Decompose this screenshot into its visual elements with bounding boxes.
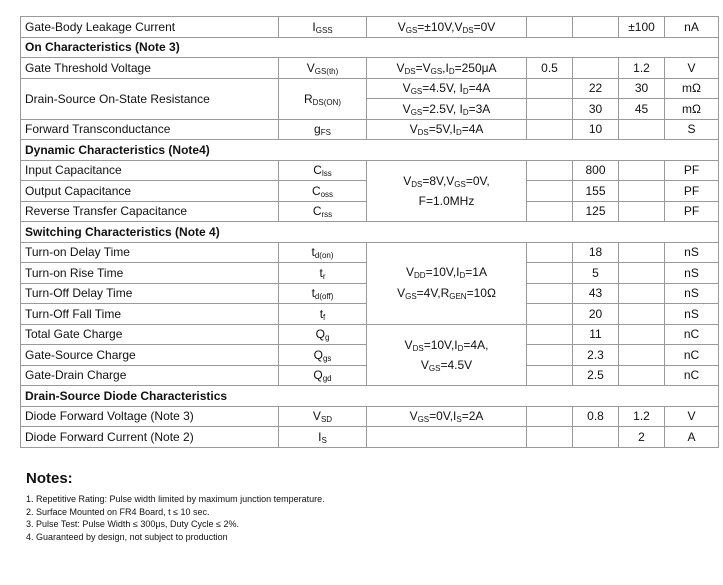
unit-cell: PF (665, 201, 719, 222)
symbol-cell: $R_{DS(ON)}$ (279, 78, 367, 119)
table-row (21, 17, 719, 38)
condition-cell: $V_{GS}=2.5V$, $I_D=3A$ (367, 99, 527, 120)
typ-cell: 18 (573, 242, 619, 263)
param-cell: Gate-Source Charge (21, 345, 279, 366)
symbol-cell: $Q_{gd}$ (279, 365, 367, 386)
min-cell (527, 345, 573, 366)
unit-cell: nA (665, 17, 719, 38)
min-cell (527, 365, 573, 386)
condition-line: $V_{DD}=10V,I_D=1A$ (406, 265, 487, 280)
param-cell: Turn-Off Fall Time (21, 304, 279, 325)
table-row (21, 58, 719, 79)
max-cell (619, 119, 665, 140)
unit-cell: nS (665, 304, 719, 325)
symbol-cell: $I_S$ (279, 427, 367, 448)
min-cell (527, 406, 573, 427)
typ-cell: 0.8 (573, 406, 619, 427)
min-cell (527, 99, 573, 120)
param-cell: Input Capacitance (21, 160, 279, 181)
table-row (21, 406, 719, 427)
typ-cell (573, 17, 619, 38)
condition-line: $V_{DS}=8V,V_{GS}=0V$, (403, 173, 490, 189)
symbol-cell: $C_{oss}$ (279, 181, 367, 202)
notes-list (26, 493, 325, 543)
min-cell (527, 242, 573, 263)
min-cell (527, 263, 573, 284)
typ-cell: 5 (573, 263, 619, 284)
unit-cell: PF (665, 181, 719, 202)
condition-cell: $V_{DS}=5V,I_D=4A$ (367, 119, 527, 140)
unit-cell: PF (665, 160, 719, 181)
table-row (21, 160, 719, 181)
param-cell: Drain-Source On-State Resistance (21, 78, 279, 119)
min-cell (527, 181, 573, 202)
param-cell: Diode Forward Current (Note 2) (21, 427, 279, 448)
condition-cell: $V_{GS}=0V,I_S=2A$ (367, 406, 527, 427)
param-cell: Gate-Body Leakage Current (21, 17, 279, 38)
unit-cell: mΩ (665, 99, 719, 120)
symbol-cell: $C_{lss}$ (279, 160, 367, 181)
typ-cell: 30 (573, 99, 619, 120)
unit-cell: V (665, 406, 719, 427)
max-cell (619, 263, 665, 284)
symbol-cell: $Q_{gs}$ (279, 345, 367, 366)
table-row (21, 427, 719, 448)
param-cell: Turn-on Delay Time (21, 242, 279, 263)
condition-line: F=1.0MHz (418, 193, 475, 208)
min-cell (527, 427, 573, 448)
unit-cell: A (665, 427, 719, 448)
typ-cell: 155 (573, 181, 619, 202)
max-cell (619, 242, 665, 263)
max-cell: 1.2 (619, 58, 665, 79)
symbol-cell: $V_{SD}$ (279, 406, 367, 427)
typ-cell: 11 (573, 324, 619, 345)
param-cell: Forward Transconductance (21, 119, 279, 140)
note-item: 3. Pulse Test: Pulse Width ≤ 300μs, Duty Cycle ≤ 2%. (26, 519, 239, 529)
unit-cell: nS (665, 263, 719, 284)
min-cell (527, 304, 573, 325)
max-cell: 45 (619, 99, 665, 120)
min-cell (527, 119, 573, 140)
condition-cell: $V_{GS}=\pm 10V,V_{DS}=0V$ (367, 17, 527, 38)
typ-cell: 22 (573, 78, 619, 99)
note-item: 2. Surface Mounted on FR4 Board, t ≤ 10 sec. (26, 506, 210, 517)
min-cell (527, 201, 573, 222)
param-cell: Reverse Transfer Capacitance (21, 201, 279, 222)
condition-cell (367, 324, 527, 386)
param-cell: Diode Forward Voltage (Note 3) (21, 406, 279, 427)
symbol-cell: $t_r$ (279, 263, 367, 284)
typ-cell: 125 (573, 201, 619, 222)
param-cell: Output Capacitance (21, 181, 279, 202)
symbol-cell: $I_{GSS}$ (279, 17, 367, 38)
max-cell: ±100 (619, 17, 665, 38)
condition-cell: $V_{DS}=V_{GS},I_D=250\mu A$ (367, 58, 527, 79)
typ-cell: 2.5 (573, 365, 619, 386)
condition-cell: $V_{GS}=4.5V$, $I_D=4A$ (367, 78, 527, 99)
unit-cell: nC (665, 345, 719, 366)
max-cell: 30 (619, 78, 665, 99)
max-cell: 1.2 (619, 406, 665, 427)
table-row (21, 242, 719, 263)
table-row (21, 324, 719, 345)
max-cell (619, 304, 665, 325)
param-cell: Turn-on Rise Time (21, 263, 279, 284)
max-cell (619, 160, 665, 181)
symbol-cell: $Q_g$ (279, 324, 367, 345)
symbol-cell: $g_{FS}$ (279, 119, 367, 140)
symbol-cell: $t_f$ (279, 304, 367, 325)
table-row (21, 78, 719, 99)
symbol-cell: $t_{d(off)}$ (279, 283, 367, 304)
unit-cell: nS (665, 242, 719, 263)
max-cell (619, 201, 665, 222)
condition-cell (367, 242, 527, 324)
typ-cell: 800 (573, 160, 619, 181)
notes-title: Notes: (26, 470, 73, 487)
unit-cell: S (665, 119, 719, 140)
min-cell (527, 17, 573, 38)
characteristics-table (20, 16, 719, 448)
note-item: 4. Guaranteed by design, not subject to production (26, 531, 228, 542)
section-header: On Characteristics (Note 3) (21, 37, 719, 58)
min-cell (527, 160, 573, 181)
min-cell (527, 78, 573, 99)
param-cell: Total Gate Charge (21, 324, 279, 345)
typ-cell (573, 427, 619, 448)
condition-line: $V_{GS}=4V,R_{GEN}=10\Omega$ (397, 286, 496, 301)
max-cell (619, 324, 665, 345)
symbol-cell: $C_{rss}$ (279, 201, 367, 222)
unit-cell: nC (665, 324, 719, 345)
unit-cell: mΩ (665, 78, 719, 99)
max-cell: 2 (619, 427, 665, 448)
typ-cell: 2.3 (573, 345, 619, 366)
max-cell (619, 181, 665, 202)
typ-cell: 20 (573, 304, 619, 325)
max-cell (619, 345, 665, 366)
param-cell: Gate Threshold Voltage (21, 58, 279, 79)
note-item: 1. Repetitive Rating: Pulse width limited by maximum junction temperature. (26, 494, 325, 504)
notes-section (26, 470, 325, 543)
table-row (21, 119, 719, 140)
condition-cell (367, 427, 527, 448)
condition-cell (367, 160, 527, 222)
min-cell (527, 283, 573, 304)
typ-cell: 10 (573, 119, 619, 140)
min-cell: 0.5 (527, 58, 573, 79)
param-cell: Turn-Off Delay Time (21, 283, 279, 304)
unit-cell: nC (665, 365, 719, 386)
typ-cell (573, 58, 619, 79)
typ-cell: 43 (573, 283, 619, 304)
symbol-cell: $V_{GS(th)}$ (279, 58, 367, 79)
max-cell (619, 283, 665, 304)
section-header: Drain-Source Diode Characteristics (21, 386, 719, 407)
unit-cell: nS (665, 283, 719, 304)
param-cell: Gate-Drain Charge (21, 365, 279, 386)
condition-line: $V_{DS}=10V,I_D=4A$, (404, 337, 489, 353)
max-cell (619, 365, 665, 386)
unit-cell: V (665, 58, 719, 79)
section-header: Dynamic Characteristics (Note4) (21, 140, 719, 161)
condition-line: $V_{GS}=4.5V$ (420, 357, 473, 373)
min-cell (527, 324, 573, 345)
symbol-cell: $t_{d(on)}$ (279, 242, 367, 263)
section-header: Switching Characteristics (Note 4) (21, 222, 719, 243)
